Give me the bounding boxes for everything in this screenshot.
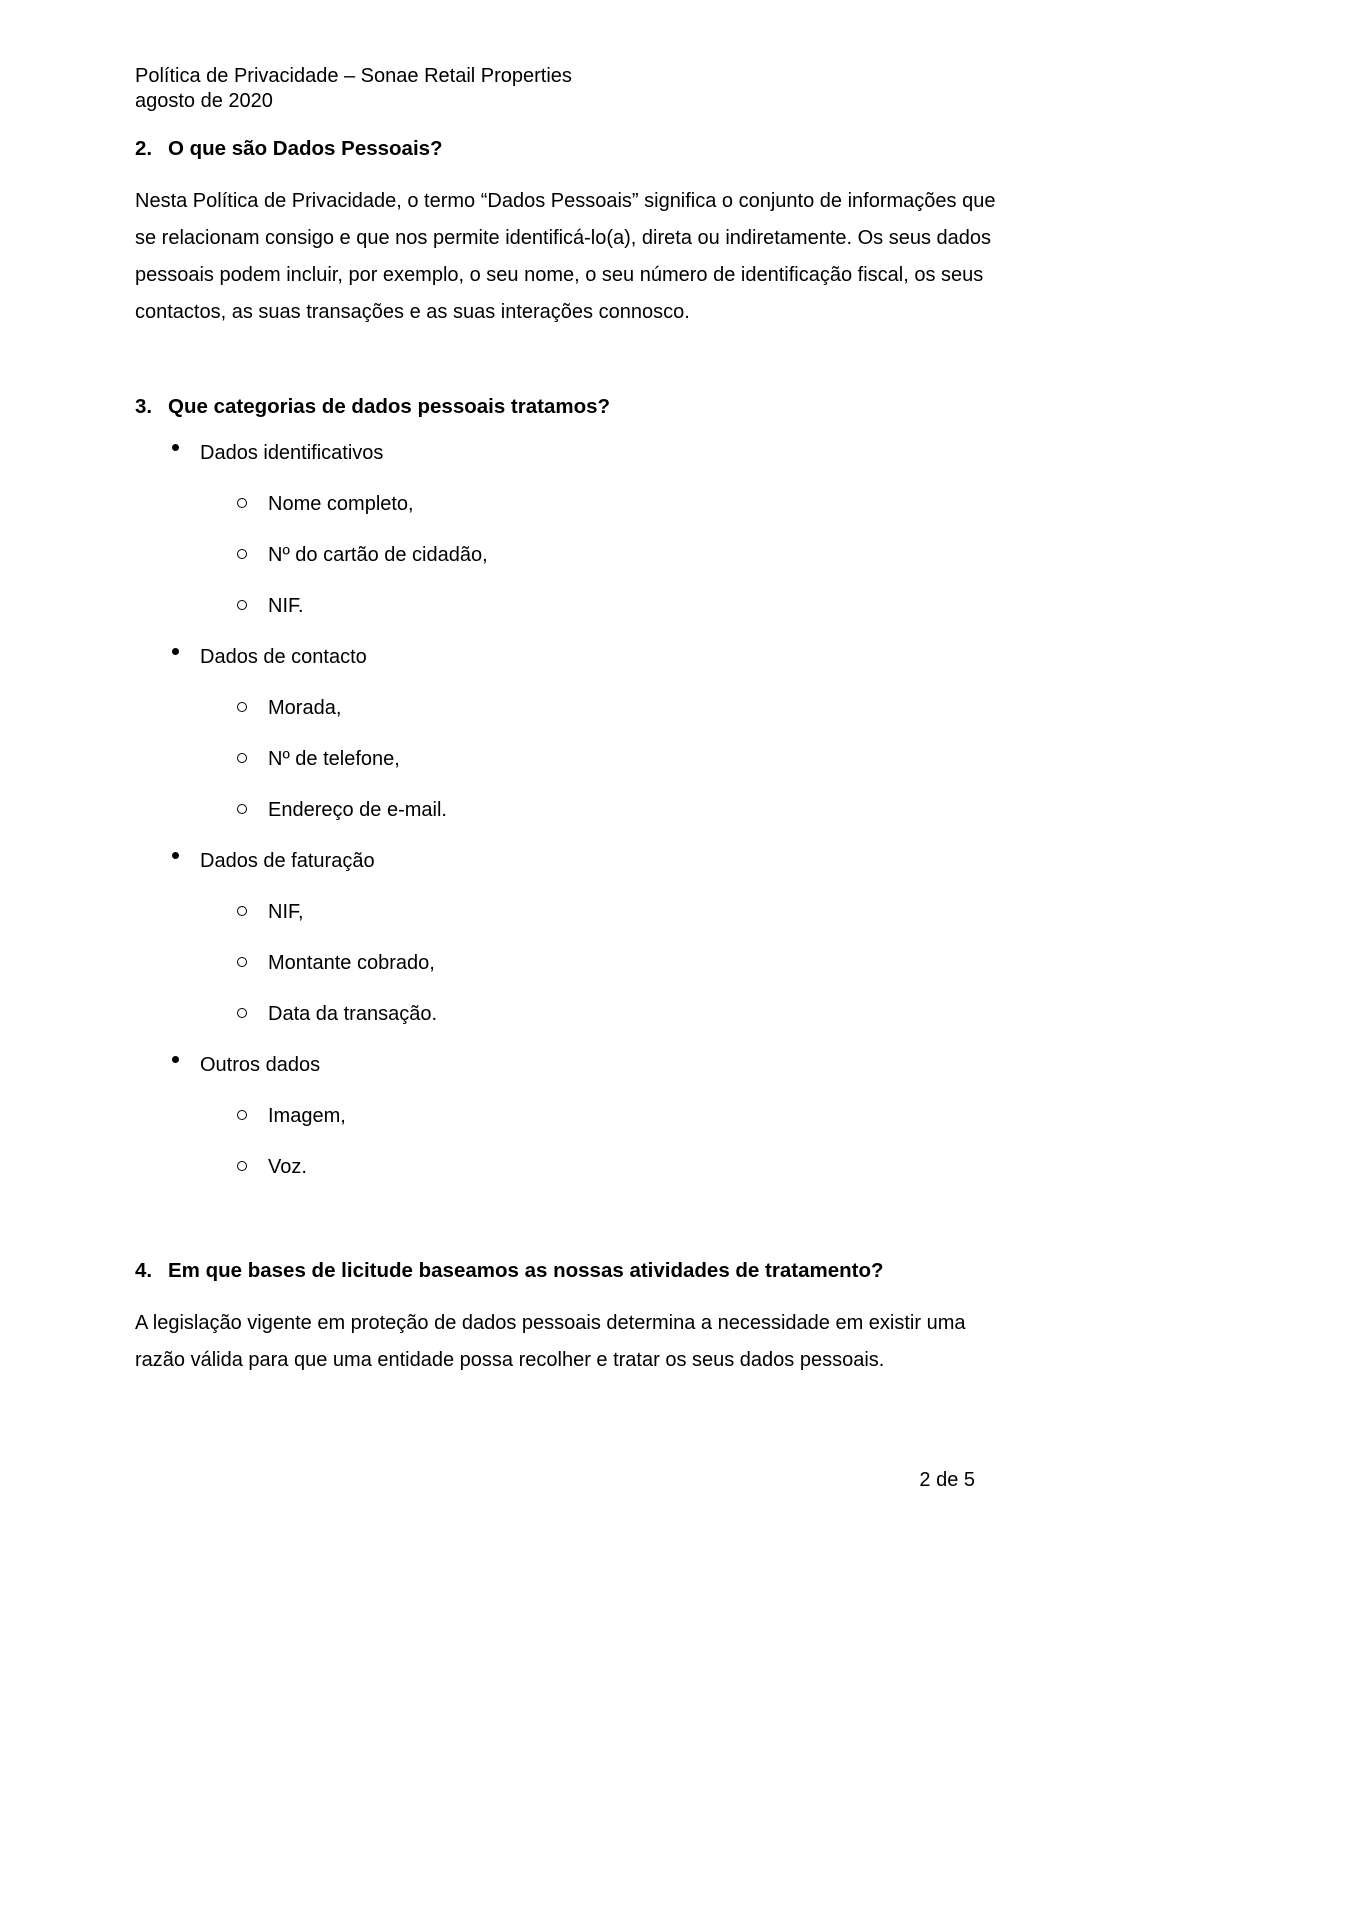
category-item [135,849,1235,900]
header-title: Política de Privacidade – Sonae Retail Properties [135,65,572,87]
category-label: Dados de contacto [200,646,367,668]
category-label: Dados de faturação [200,850,375,872]
section-2-title: O que são Dados Pessoais? [168,137,443,160]
section-2-number: 2. [135,137,153,160]
bullet-circle-icon [237,957,247,967]
document-content [135,64,1235,1399]
sub-item [135,798,1235,849]
bullet-dot-icon [172,1056,179,1063]
category-item [135,1053,1235,1104]
sub-item [135,747,1235,798]
sub-item-label: NIF. [268,595,304,617]
sub-item-label: Nº do cartão de cidadão, [268,544,488,566]
sub-item-label: Data da transação. [268,1003,437,1025]
sub-item-label: Nº de telefone, [268,748,400,770]
bullet-circle-icon [237,1008,247,1018]
sub-item [135,1002,1235,1053]
bullet-circle-icon [237,600,247,610]
category-item [135,441,1235,492]
bullet-dot-icon [172,648,179,655]
section-4-paragraph: A legislação vigente em proteção de dados pessoais determina a necessidade em existir uma razão válida para que uma entidade possa recolher e tratar os seus dados pessoais. [135,1312,966,1371]
section-4-heading [135,1258,1235,1283]
sub-item [135,951,1235,1002]
bullet-circle-icon [237,1161,247,1171]
sub-item [135,594,1235,645]
sub-item [135,543,1235,594]
sub-item [135,1155,1235,1206]
sub-item-label: Morada, [268,697,342,719]
page-number: 2 de 5 [919,1469,975,1491]
section-4-title: Em que bases de licitude baseamos as nossas atividades de tratamento? [168,1259,884,1282]
sub-item-label: Montante cobrado, [268,952,435,974]
document-header [135,64,1235,114]
section-2-heading [135,136,1235,161]
section-3-number: 3. [135,395,153,418]
bullet-circle-icon [237,906,247,916]
section-4 [135,1258,1235,1379]
sub-item [135,900,1235,951]
sub-item-label: Voz. [268,1156,307,1178]
sub-item-label: NIF, [268,901,304,923]
section-3-title: Que categorias de dados pessoais tratamos? [168,395,611,418]
sub-item [135,696,1235,747]
bullet-circle-icon [237,1110,247,1120]
category-label: Outros dados [200,1054,321,1076]
categories-list [135,441,1235,1206]
sub-item-label: Imagem, [268,1105,346,1127]
header-date: agosto de 2020 [135,90,273,112]
bullet-circle-icon [237,804,247,814]
sub-item [135,492,1235,543]
section-4-number: 4. [135,1259,153,1282]
section-3 [135,394,1235,1206]
section-3-heading [135,394,1235,419]
category-label: Dados identificativos [200,442,384,464]
bullet-circle-icon [237,702,247,712]
bullet-circle-icon [237,498,247,508]
sub-item-label: Endereço de e-mail. [268,799,447,821]
section-2-paragraph: Nesta Política de Privacidade, o termo “Dados Pessoais” significa o conjunto de informações que se relacionam consigo e que nos permite identificá-lo(a), direta ou indiretamente. Os seus dados pessoais podem incluir, por exemplo, o seu nome, o seu número de identificação fiscal, os seus contactos, as suas transações e as suas interações connosco. [135,190,996,323]
bullet-dot-icon [172,852,179,859]
section-2 [135,136,1235,331]
bullet-circle-icon [237,549,247,559]
sub-item [135,1104,1235,1155]
bullet-circle-icon [237,753,247,763]
bullet-dot-icon [172,444,179,451]
sub-item-label: Nome completo, [268,493,414,515]
category-item [135,645,1235,696]
